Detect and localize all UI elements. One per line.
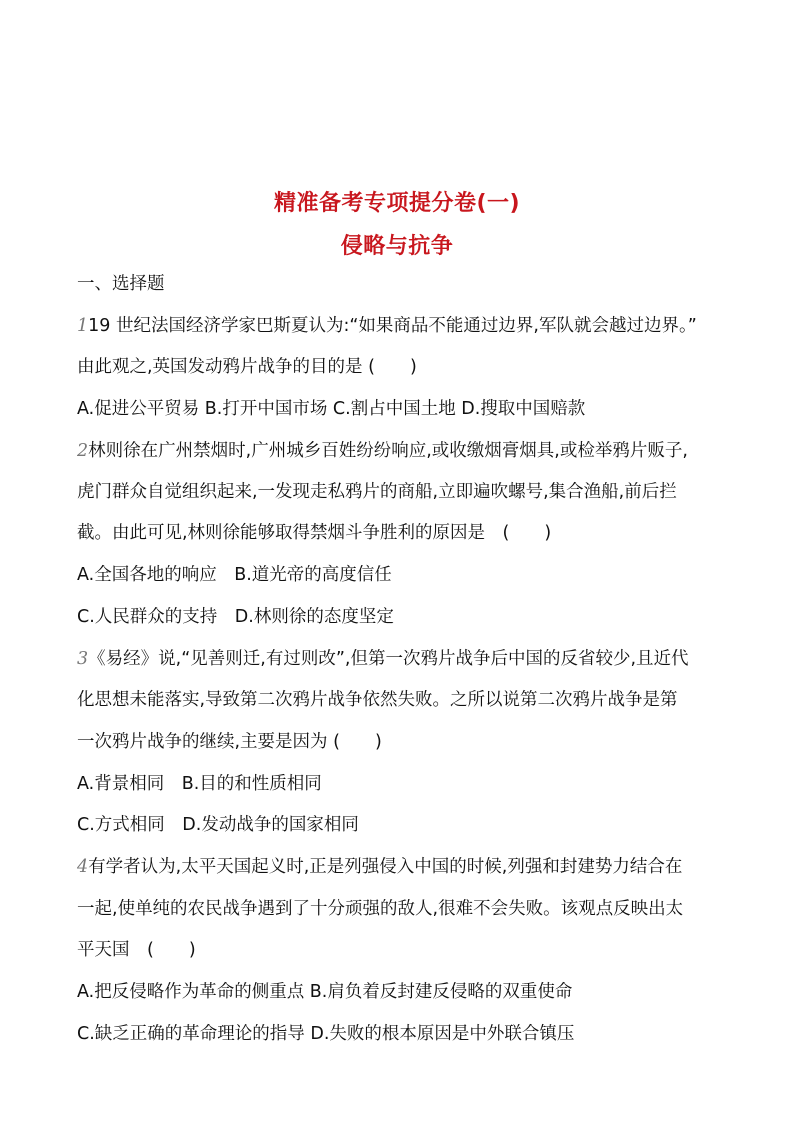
section-heading: 一、选择题 bbox=[77, 274, 165, 294]
question-number: 3 bbox=[77, 649, 89, 669]
question-2-line-2: 虎门群众自觉组织起来,一发现走私鸦片的商船,立即遍吹螺号,集合渔船,前后拦 bbox=[77, 482, 677, 502]
page-title: 精准备考专项提分卷(一) bbox=[273, 191, 521, 216]
question-text: 《易经》说,“见善则迁,有过则改”,但第一次鸦片战争后中国的反省较少,且近代 bbox=[88, 649, 689, 669]
question-2-options-1: A.全国各地的响应 B.道光帝的高度信任 bbox=[77, 565, 392, 585]
question-3-line-2: 化思想未能落实,导致第二次鸦片战争依然失败。之所以说第二次鸦片战争是第 bbox=[77, 690, 678, 710]
question-4-line-1 bbox=[77, 855, 682, 879]
question-1-line-2: 由此观之,英国发动鸦片战争的目的是 ( ) bbox=[77, 357, 417, 377]
question-number: 1 bbox=[77, 316, 89, 336]
question-text: 林则徐在广州禁烟时,广州城乡百姓纷纷响应,或收缴烟膏烟具,或检举鸦片贩子, bbox=[88, 441, 688, 461]
question-2-options-2: C.人民群众的支持 D.林则徐的态度坚定 bbox=[77, 607, 394, 627]
question-4-line-2: 一起,使单纯的农民战争遇到了十分顽强的敌人,很难不会失败。该观点反映出太 bbox=[77, 899, 684, 919]
question-1-options: A.促进公平贸易 B.打开中国市场 C.割占中国土地 D.搜取中国赔款 bbox=[77, 399, 586, 419]
question-4-options-2: C.缺乏正确的革命理论的指导 D.失败的根本原因是中外联合镇压 bbox=[77, 1024, 575, 1044]
question-3-options-2: C.方式相同 D.发动战争的国家相同 bbox=[77, 815, 359, 835]
question-2-line-1 bbox=[77, 439, 688, 463]
question-3-line-3: 一次鸦片战争的继续,主要是因为 ( ) bbox=[77, 732, 382, 752]
question-3-line-1 bbox=[77, 647, 689, 671]
question-4-options-1: A.把反侵略作为革命的侧重点 B.肩负着反封建反侵略的双重使命 bbox=[77, 982, 573, 1002]
question-3-options-1: A.背景相同 B.目的和性质相同 bbox=[77, 774, 322, 794]
question-number: 2 bbox=[77, 441, 89, 461]
question-number: 4 bbox=[77, 857, 89, 877]
question-text: 19 世纪法国经济学家巴斯夏认为:“如果商品不能通过边界,军队就会越过边界。” bbox=[88, 316, 697, 336]
page-subtitle: 侵略与抗争 bbox=[340, 234, 454, 259]
question-2-line-3: 截。由此可见,林则徐能够取得禁烟斗争胜利的原因是 ( ) bbox=[77, 523, 552, 543]
question-4-line-3: 平天国 ( ) bbox=[77, 940, 196, 960]
question-1-line-1 bbox=[77, 314, 697, 338]
question-text: 有学者认为,太平天国起义时,正是列强侵入中国的时候,列强和封建势力结合在 bbox=[88, 857, 683, 877]
